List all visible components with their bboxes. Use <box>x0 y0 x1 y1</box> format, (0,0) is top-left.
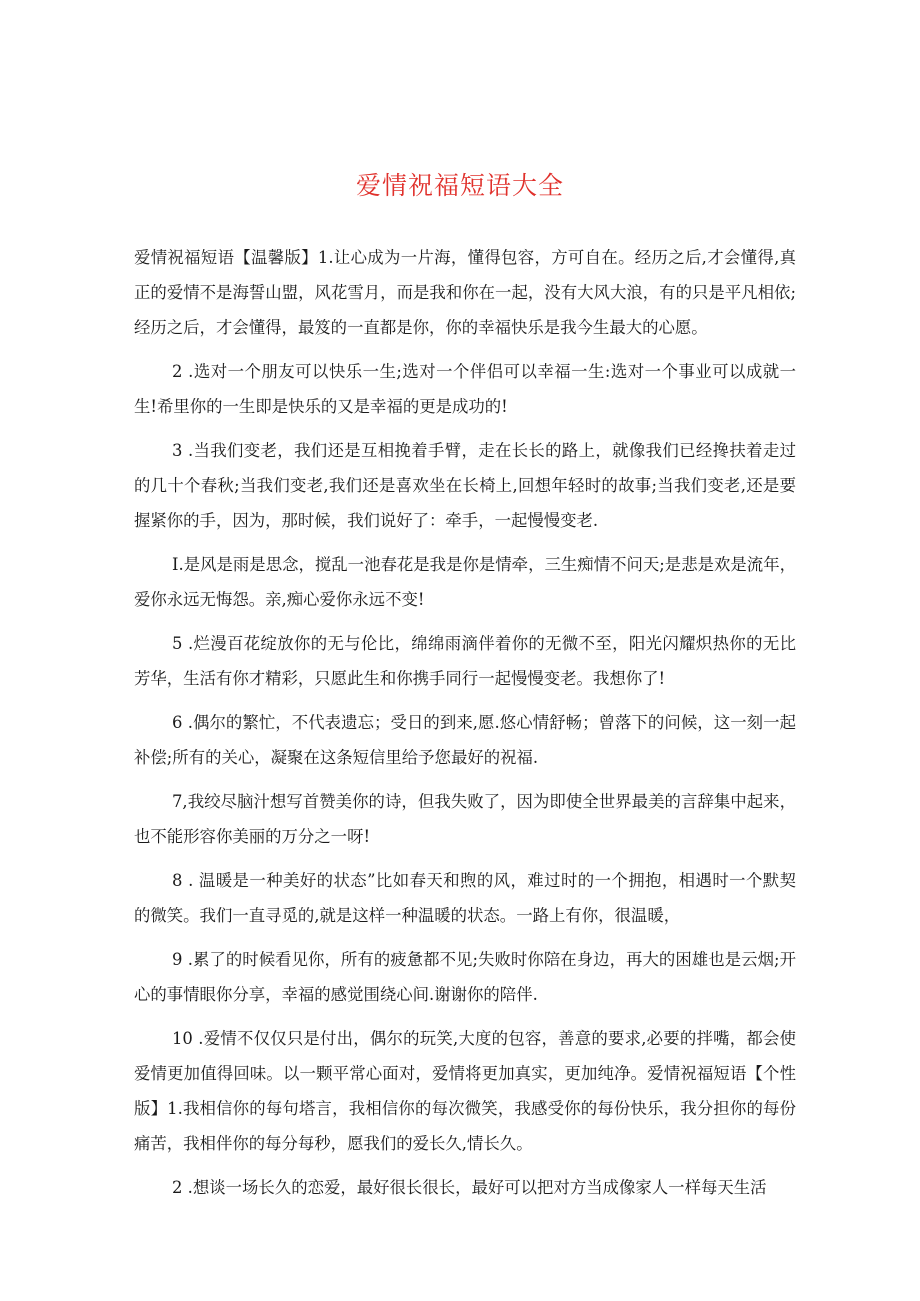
document-body <box>134 240 796 1214</box>
paragraph-1: 爱情祝福短语【温馨版】1.让心成为一片海，懂得包容，方可自在。经历之后,才会懂得,真正的爱情不是海誓山盟，风花雪月，而是我和你在一起，没有大风大浪，有的只是平凡相依;经历之后，才会懂得，最笈的一直都是你，你的幸福快乐是我今生最大的心愿。 <box>134 248 796 337</box>
paragraph-11: 2 .想谈一场长久的恋爱，最好很长很长，最好可以把对方当成像家人一样每天生活 <box>172 1178 767 1197</box>
paragraph-9: 9 .累了的时候看见你，所有的疲惫都不见;失败时你陪在身边，再大的困雄也是云烟;开心的事情眼你分享，幸福的感觉围绕心间.谢谢你的陪伴. <box>134 950 796 1004</box>
paragraph-10: 10 .爱情不仅仅只是付出，偶尔的玩笑,大度的包容，善意的要求,必要的拌嘴，都会使爱情更加值得回味。以一颗平常心面对，爱情将更加真实，更加纯净。爱情祝福短语【个性版】1.我相信你的每句塔言，我相信你的每次微笑，我感受你的每份快乐，我分担你的每份痛苦，我相伴你的每分每秒，愿我们的爱长久,情长久。 <box>134 1029 796 1153</box>
paragraph-4: I.是风是雨是思念，搅乱一池春花是我是你是情牵，三生痴情不问天;是悲是欢是流年，爱你永远无悔怨。亲,痴心爱你永远不变! <box>134 555 796 609</box>
paragraph-3: 3 .当我们变老，我们还是互相挽着手臂，走在长长的路上，就像我们已经搀扶着走过的几十个春秋;当我们变老,我们还是喜欢坐在长椅上,回想年轻时的故事;当我们变老,还是要握紧你的手，因为，那时候，我们说好了：牵手，一起慢慢变老. <box>134 441 796 530</box>
paragraph-8: 8 . 温暖是一种美好的状态”比如春天和煦的风，难过时的一个拥抱，相遇时一个默契的微笑。我们一直寻觅的,就是这样一种温暖的状态。一路上有你，很温暖， <box>134 871 796 925</box>
paragraph-6: 6 .偶尔的繁忙，不代表遗忘；受日的到来,愿.悠心情舒畅；曾落下的问候，这一刻一起补偿;所有的关心，凝聚在这条短信里给予您最好的祝福. <box>134 713 796 767</box>
paragraph-5: 5 .烂漫百花绽放你的无与伦比，绵绵雨滴伴着你的无微不至，阳光闪耀炽热你的无比芳华，生活有你才精彩，只愿此生和你携手同行一起慢慢变老。我想你了! <box>134 634 796 688</box>
paragraph-2: 2 .选对一个朋友可以快乐一生;选对一个伴侣可以幸福一生:选对一个事业可以成就一生!希里你的一生即是快乐的又是幸福的更是成功的! <box>134 362 796 416</box>
paragraph-7: 7,我绞尽脑汁想写首赞美你的诗，但我失败了，因为即使全世界最美的言辞集中起来，也不能形容你美丽的万分之一呀! <box>134 792 796 846</box>
document-title: 爱情祝福短语大全 <box>355 171 564 200</box>
